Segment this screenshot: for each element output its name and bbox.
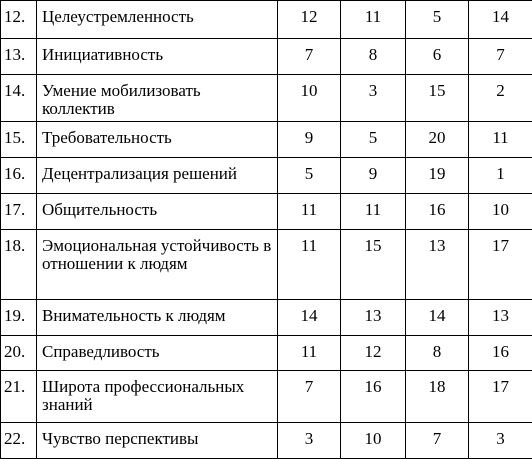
table-body <box>1 1 532 459</box>
table-row <box>1 230 532 300</box>
value-cell: 10 <box>469 194 532 230</box>
value-cell: 7 <box>278 39 341 75</box>
table-row <box>1 371 532 423</box>
value-cell: 8 <box>406 336 469 371</box>
value-cell: 3 <box>469 423 532 459</box>
value-cell: 12 <box>278 1 341 39</box>
quality-name: Эмоциональная устойчивость в отношении к людям <box>37 230 278 300</box>
value-cell: 18 <box>406 371 469 423</box>
quality-name: Инициативность <box>37 39 278 75</box>
row-number: 13. <box>1 39 37 75</box>
value-cell: 13 <box>469 300 532 336</box>
value-cell: 1 <box>469 158 532 194</box>
row-number: 19. <box>1 300 37 336</box>
value-cell: 3 <box>278 423 341 459</box>
value-cell: 9 <box>278 122 341 158</box>
table-row <box>1 122 532 158</box>
quality-name: Справедливость <box>37 336 278 371</box>
row-number: 16. <box>1 158 37 194</box>
table-row <box>1 39 532 75</box>
quality-name: Требовательность <box>37 122 278 158</box>
value-cell: 13 <box>406 230 469 300</box>
value-cell: 17 <box>469 371 532 423</box>
quality-name: Целеустремленность <box>37 1 278 39</box>
value-cell: 11 <box>278 230 341 300</box>
value-cell: 11 <box>469 122 532 158</box>
value-cell: 14 <box>406 300 469 336</box>
value-cell: 15 <box>341 230 406 300</box>
value-cell: 14 <box>278 300 341 336</box>
value-cell: 8 <box>341 39 406 75</box>
quality-name: Внимательность к людям <box>37 300 278 336</box>
value-cell: 16 <box>406 194 469 230</box>
value-cell: 11 <box>278 336 341 371</box>
quality-name: Широта профессиональных знаний <box>37 371 278 423</box>
value-cell: 11 <box>341 1 406 39</box>
row-number: 12. <box>1 1 37 39</box>
table-row <box>1 423 532 459</box>
value-cell: 17 <box>469 230 532 300</box>
value-cell: 13 <box>341 300 406 336</box>
table-row <box>1 336 532 371</box>
value-cell: 15 <box>406 75 469 122</box>
quality-name: Общительность <box>37 194 278 230</box>
quality-name: Умение мобилизовать коллектив <box>37 75 278 122</box>
value-cell: 19 <box>406 158 469 194</box>
row-number: 14. <box>1 75 37 122</box>
value-cell: 5 <box>278 158 341 194</box>
value-cell: 16 <box>341 371 406 423</box>
value-cell: 5 <box>341 122 406 158</box>
value-cell: 10 <box>341 423 406 459</box>
value-cell: 20 <box>406 122 469 158</box>
value-cell: 3 <box>341 75 406 122</box>
table-row <box>1 75 532 122</box>
quality-name: Чувство перспективы <box>37 423 278 459</box>
quality-name: Децентрализация решений <box>37 158 278 194</box>
value-cell: 2 <box>469 75 532 122</box>
row-number: 18. <box>1 230 37 300</box>
row-number: 17. <box>1 194 37 230</box>
table-row <box>1 1 532 39</box>
value-cell: 9 <box>341 158 406 194</box>
value-cell: 7 <box>406 423 469 459</box>
row-number: 21. <box>1 371 37 423</box>
value-cell: 14 <box>469 1 532 39</box>
table-row <box>1 300 532 336</box>
value-cell: 7 <box>469 39 532 75</box>
value-cell: 16 <box>469 336 532 371</box>
value-cell: 5 <box>406 1 469 39</box>
table-row <box>1 158 532 194</box>
value-cell: 6 <box>406 39 469 75</box>
value-cell: 12 <box>341 336 406 371</box>
value-cell: 7 <box>278 371 341 423</box>
value-cell: 11 <box>278 194 341 230</box>
row-number: 22. <box>1 423 37 459</box>
row-number: 20. <box>1 336 37 371</box>
row-number: 15. <box>1 122 37 158</box>
value-cell: 10 <box>278 75 341 122</box>
value-cell: 11 <box>341 194 406 230</box>
table-row <box>1 194 532 230</box>
